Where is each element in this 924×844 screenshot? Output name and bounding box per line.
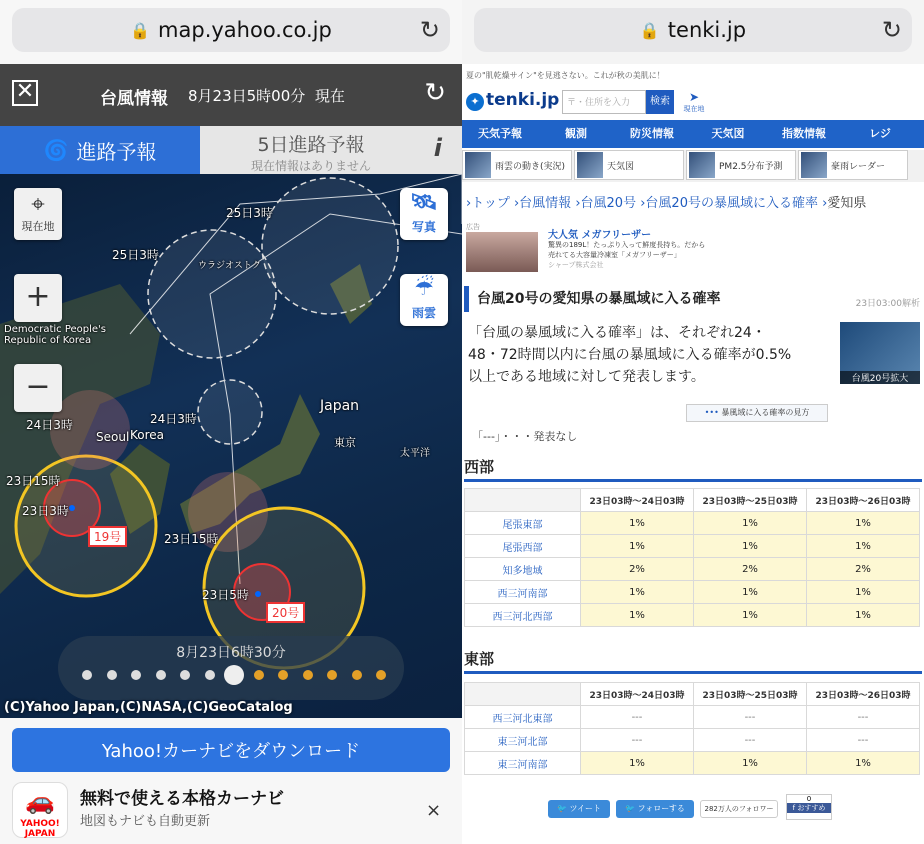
probability-cell: 1% <box>807 512 920 535</box>
timeline-dot[interactable] <box>278 670 288 680</box>
breadcrumb-typhoon20[interactable]: 台風20号 <box>580 196 637 211</box>
lock-icon: 🔒 <box>130 20 151 40</box>
timeline-dot[interactable] <box>180 670 190 680</box>
current-location-link[interactable] <box>676 90 712 114</box>
fb-label: おすすめ <box>797 804 826 812</box>
column-header: 23日03時〜24日03時 <box>581 683 694 706</box>
typhoon19-center <box>69 505 75 511</box>
label-23-15h-a: 23日15時 <box>6 474 61 488</box>
area-link[interactable]: 尾張西部 <box>465 535 581 558</box>
thumb-image <box>689 152 715 178</box>
column-header: 23日03時〜24日03時 <box>581 489 694 512</box>
ad-description: 驚異の189L！たっぷり入って鮮度長持ち。だから売れてる大容量冷凍室「メガフリーザー」 <box>548 241 706 259</box>
info-icon[interactable]: i <box>433 134 442 162</box>
page-title: 台風情報 <box>100 89 168 109</box>
breadcrumb-probability[interactable]: 台風20号の暴風域に入る確率 <box>645 196 818 211</box>
probability-cell: 2% <box>581 558 694 581</box>
west-table <box>464 488 920 627</box>
table-row <box>465 558 920 581</box>
probability-cell: --- <box>694 706 807 729</box>
current-location-button[interactable] <box>14 188 62 240</box>
timeline-dot[interactable] <box>82 670 92 680</box>
follow-label: フォローする <box>637 804 685 813</box>
label-23-3h: 23日3時 <box>22 504 69 518</box>
address-bar-right[interactable] <box>474 8 912 52</box>
tab-route-forecast[interactable] <box>0 126 200 174</box>
probability-cell: 1% <box>694 604 807 627</box>
column-header: 23日03時〜25日03時 <box>694 489 807 512</box>
east-heading: 東部 <box>464 648 922 674</box>
area-link[interactable]: 西三河北東部 <box>465 706 581 729</box>
download-carnavi-button[interactable]: Yahoo!カーナビをダウンロード <box>12 728 450 772</box>
probability-cell: --- <box>807 706 920 729</box>
thumbnail-caption: 台風20号拡大 <box>840 371 920 384</box>
ad-close-icon[interactable]: × <box>426 800 442 821</box>
close-icon[interactable]: ✕ <box>12 80 38 106</box>
table-header-row <box>465 489 920 512</box>
nav-observation[interactable]: 観測 <box>565 127 587 140</box>
tenki-logo-text: tenki.jp <box>486 90 560 110</box>
area-link[interactable]: 尾張東部 <box>465 512 581 535</box>
chevron-right-icon: › <box>466 196 472 211</box>
label-vladivostok: ウラジオストク <box>198 261 261 271</box>
probability-cell: 2% <box>807 558 920 581</box>
table-row <box>465 581 920 604</box>
probability-cell: 1% <box>581 535 694 558</box>
timeline-dot[interactable] <box>131 670 141 680</box>
timeline-dot[interactable] <box>224 665 244 685</box>
tenki-logo[interactable] <box>466 90 559 111</box>
area-link[interactable]: 西三河北西部 <box>465 604 581 627</box>
section-date: 23日03:00解析 <box>855 299 920 309</box>
timeline-dot[interactable] <box>107 670 117 680</box>
car-icon: 🚗 <box>25 787 55 815</box>
breadcrumb <box>466 192 866 211</box>
facebook-icon: f <box>792 804 796 812</box>
label-dprk: Democratic People's Republic of Korea <box>4 324 107 346</box>
ad-subtitle: 地図もナビも自動更新 <box>80 814 211 829</box>
timeline-dot[interactable] <box>376 670 386 680</box>
section-description: 「台風の暴風域に入る確率」は、それぞれ24・48・72時間以内に台風の暴風域に入る確率が0.5%以上である地域に対して発表します。 <box>468 325 792 385</box>
header-now: 現在 <box>314 87 345 105</box>
table-corner <box>465 489 581 512</box>
chevron-right-icon: › <box>513 196 520 211</box>
main-nav <box>462 120 924 148</box>
forecast-tabs <box>0 126 462 174</box>
dots-icon: ••• <box>704 408 719 417</box>
timeline-dot[interactable] <box>156 670 166 680</box>
follower-count: 282万人のフォロワー <box>700 800 778 818</box>
area-link[interactable]: 東三河南部 <box>465 752 581 775</box>
address-bar[interactable] <box>12 8 450 52</box>
ad-company: シャープ株式会社 <box>548 261 604 269</box>
typhoon19-badge: 19号 <box>88 526 127 547</box>
rain-cloud-button[interactable] <box>400 274 448 326</box>
yahoo-carnavi-logo <box>12 782 68 838</box>
area-link[interactable]: 東三河北部 <box>465 729 581 752</box>
timeline-dot[interactable] <box>205 670 215 680</box>
nav-disaster[interactable]: 防災情報 <box>630 127 674 140</box>
probability-cell: 1% <box>807 752 920 775</box>
forecast-circle-25b <box>262 178 398 314</box>
top-ad-text[interactable]: 夏の"肌乾燥サイン"を見逃さない。これが秋の美肌に！ <box>466 71 665 80</box>
ad-title: 無料で使える本格カーナビ <box>80 789 284 809</box>
table-row <box>465 706 920 729</box>
label-23-5h: 23日5時 <box>202 588 249 602</box>
table-row <box>465 752 920 775</box>
probability-cell: 1% <box>694 752 807 775</box>
subnav-pm25-label: PM2.5分布予測 <box>719 161 783 172</box>
tenki-logo-icon: ✦ <box>466 93 484 111</box>
follow-button[interactable] <box>616 800 694 818</box>
subnav-heavy-rain-label: 豪雨レーダー <box>831 161 886 172</box>
chevron-right-icon: › <box>640 196 646 211</box>
table-header-row <box>465 683 920 706</box>
timeline-time: 8月23日6時30分 <box>176 645 286 661</box>
area-link[interactable]: 知多地域 <box>465 558 581 581</box>
breadcrumb-current: 愛知県 <box>827 196 867 211</box>
breadcrumb-typhoon[interactable]: 台風情報 <box>519 196 572 211</box>
subnav-rain-cloud-label: 雨雲の動き(実況) <box>495 161 566 172</box>
timeline-dot[interactable] <box>327 670 337 680</box>
zoom-out-button[interactable]: − <box>14 364 62 412</box>
crosshair-icon: ⌖ <box>31 190 45 218</box>
header-time <box>188 85 345 106</box>
reload-icon[interactable]: ↻ <box>419 16 440 44</box>
table-row <box>465 604 920 627</box>
tab-5day-sub: 現在情報はありません <box>250 159 371 173</box>
typhoon20-center <box>255 591 261 597</box>
forecast-circle-24 <box>198 380 262 444</box>
area-link[interactable]: 西三河南部 <box>465 581 581 604</box>
breadcrumb-top[interactable]: トップ <box>471 196 510 211</box>
label-24-3h-b: 24日3時 <box>26 418 73 432</box>
nav-index[interactable]: 指数情報 <box>782 127 826 140</box>
map-copyright: (C)Yahoo Japan,(C)NASA,(C)GeoCatalog <box>4 700 293 715</box>
legend-note: 「---」・・・発表なし <box>472 430 578 443</box>
typhoon-header <box>0 64 462 126</box>
timeline-dot[interactable] <box>303 670 313 680</box>
label-korea: Korea <box>130 428 165 442</box>
label-tokyo: 東京 <box>334 436 356 449</box>
ad-headline: 大人気 メガフリーザー <box>548 230 652 241</box>
header-date: 8月23日5時00分 <box>188 87 306 105</box>
label-seoul: Seoul <box>96 430 130 444</box>
probability-cell: 1% <box>694 581 807 604</box>
nav-leisure[interactable]: レジ <box>869 127 891 140</box>
probability-cell: 1% <box>694 512 807 535</box>
label-24-3h-a: 24日3時 <box>150 412 197 426</box>
thumb-image <box>577 152 603 178</box>
tenki-page <box>462 64 924 844</box>
facebook-recommend-button[interactable] <box>786 794 832 820</box>
probability-cell: 2% <box>694 558 807 581</box>
tenki-pane <box>462 0 924 844</box>
probability-cell: 1% <box>807 604 920 627</box>
tweet-label: ツイート <box>569 804 602 813</box>
url-text: map.yahoo.co.jp <box>158 18 332 42</box>
probability-cell: 1% <box>694 535 807 558</box>
howto-label: 暴風域に入る確率の見方 <box>721 408 810 417</box>
chevron-right-icon: › <box>822 196 828 211</box>
column-header: 23日03時〜26日03時 <box>807 489 920 512</box>
probability-cell: 1% <box>581 581 694 604</box>
timeline-dot[interactable] <box>254 670 264 680</box>
rain-cloud-label: 雨雲 <box>411 306 436 320</box>
timeline-slider[interactable] <box>58 636 404 700</box>
url-text-right: tenki.jp <box>667 18 747 42</box>
refresh-icon[interactable]: ↻ <box>424 78 446 108</box>
tab-5day-label: 5日進路予報 <box>257 134 365 156</box>
thumb-image <box>801 152 827 178</box>
probability-cell: --- <box>581 706 694 729</box>
tweet-button[interactable] <box>548 800 610 818</box>
current-location-label: 現在地 <box>21 220 55 233</box>
fb-label-wrap <box>787 803 831 813</box>
label-pacific: 太平洋 <box>400 448 430 459</box>
column-header: 23日03時〜26日03時 <box>807 683 920 706</box>
table-row <box>465 729 920 752</box>
reload-icon[interactable]: ↻ <box>881 16 902 44</box>
ad-logo-text: YAHOO! JAPAN <box>20 819 60 839</box>
table-row <box>465 512 920 535</box>
label-japan: Japan <box>320 398 360 414</box>
typhoon-thumbnail[interactable] <box>840 322 920 384</box>
fb-count: 0 <box>806 795 812 803</box>
rain-cloud-icon: ☔ <box>414 276 434 301</box>
timeline-dot[interactable] <box>352 670 362 680</box>
probability-cell: 1% <box>581 604 694 627</box>
tab-route-label: 進路予報 <box>76 139 157 164</box>
twitter-icon: 🐦 <box>556 804 567 813</box>
subnav-pm25[interactable] <box>686 150 796 180</box>
freezer-ad[interactable] <box>466 222 706 274</box>
sub-nav <box>462 150 924 182</box>
thumb-image <box>465 152 491 178</box>
west-heading: 西部 <box>464 456 922 482</box>
chevron-right-icon: › <box>575 196 581 211</box>
column-header: 23日03時〜25日03時 <box>694 683 807 706</box>
forecast-circle-25a <box>148 230 276 358</box>
probability-cell: 1% <box>581 752 694 775</box>
east-table <box>464 682 920 775</box>
probability-cell: 1% <box>807 581 920 604</box>
twitter-icon: 🐦 <box>625 804 636 813</box>
ad-tag: 広告 <box>466 223 480 231</box>
howto-link[interactable] <box>686 404 828 422</box>
section-title: 台風20号の愛知県の暴風域に入る確率 <box>464 286 922 312</box>
typhoon-icon: 🌀 <box>43 138 69 162</box>
label-25-3h-b: 25日3時 <box>112 248 159 262</box>
probability-cell: 1% <box>581 512 694 535</box>
table-row <box>465 535 920 558</box>
subnav-weather-chart-label: 天気図 <box>607 161 635 172</box>
subnav-rain-cloud[interactable] <box>462 150 572 180</box>
probability-cell: 1% <box>807 535 920 558</box>
nav-weather-map[interactable]: 天気図 <box>711 127 745 140</box>
nav-forecast[interactable]: 天気予報 <box>478 127 522 140</box>
probability-cell: --- <box>807 729 920 752</box>
search-button[interactable]: 検索 <box>646 90 674 114</box>
subnav-heavy-rain[interactable] <box>798 150 908 180</box>
zoom-in-button[interactable]: + <box>14 274 62 322</box>
tab-5day-forecast[interactable] <box>200 126 462 174</box>
probability-cell: --- <box>694 729 807 752</box>
label-25-3h-a: 25日3時 <box>226 206 273 220</box>
typhoon20-badge: 20号 <box>266 602 305 623</box>
subnav-weather-chart[interactable] <box>574 150 684 180</box>
photo-button[interactable] <box>400 188 448 240</box>
lock-icon: 🔒 <box>639 20 660 40</box>
label-23-15h-b: 23日15時 <box>164 532 219 546</box>
photo-label: 写真 <box>411 220 436 234</box>
ad-image <box>466 232 538 272</box>
address-search-input[interactable]: 〒・住所を入力 <box>562 90 646 114</box>
table-corner <box>465 683 581 706</box>
current-location-text: 現在地 <box>683 105 705 113</box>
satellite-icon: 🛰 <box>410 190 438 215</box>
probability-cell: --- <box>581 729 694 752</box>
location-arrow-icon: ➤ <box>688 90 700 104</box>
